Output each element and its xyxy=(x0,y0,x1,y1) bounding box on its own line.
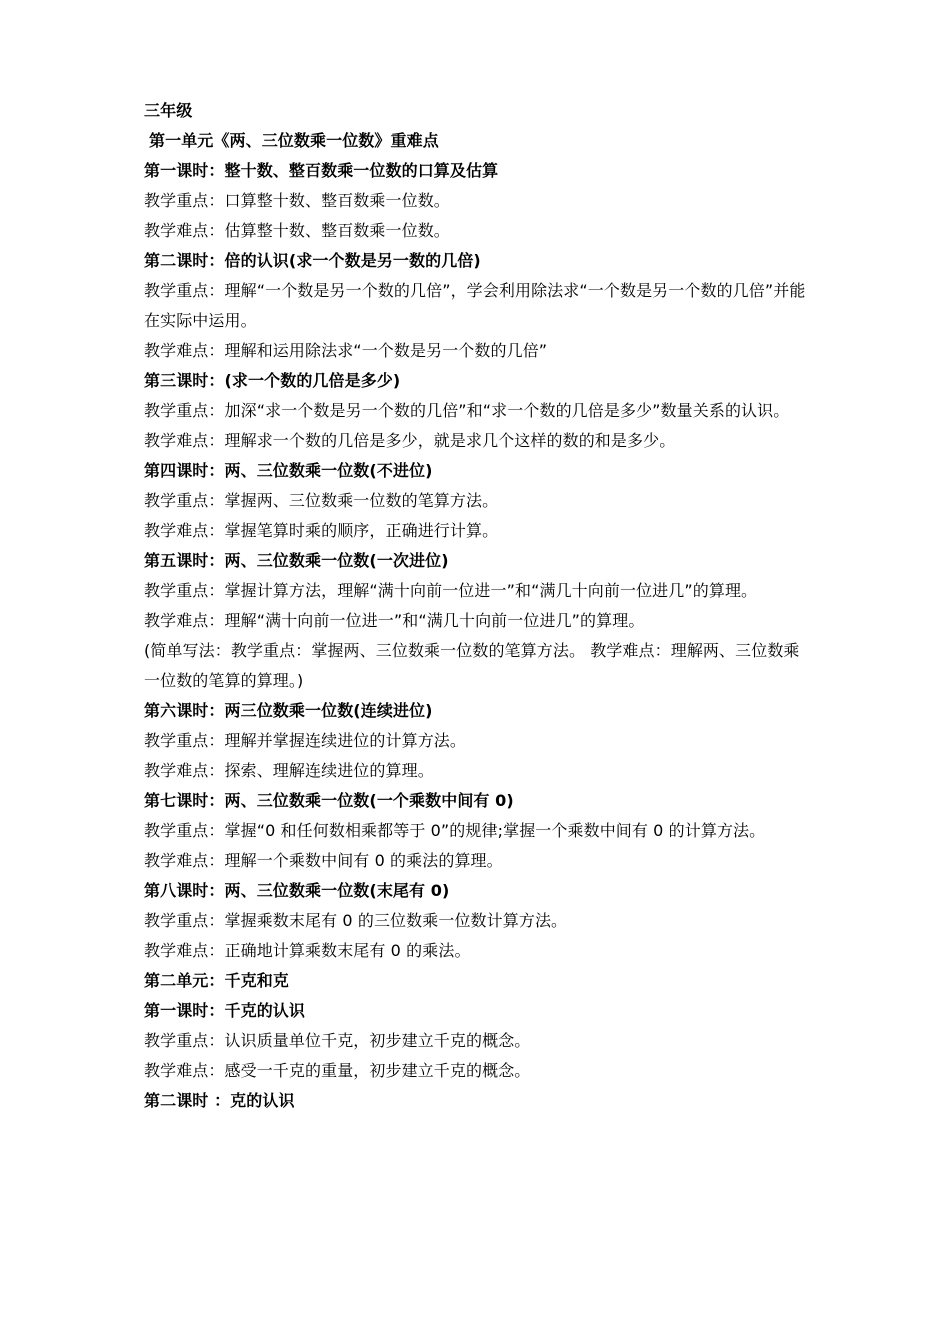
text-line: 教学重点：掌握两、三位数乘一位数的笔算方法。 xyxy=(144,491,499,510)
heading-line: 第五课时：两、三位数乘一位数(一次进位) xyxy=(144,551,449,570)
heading-line: 第七课时：两、三位数乘一位数(一个乘数中间有 0) xyxy=(144,791,514,810)
heading-line: 三年级 xyxy=(144,101,193,120)
heading-line: 第四课时：两、三位数乘一位数(不进位) xyxy=(144,461,433,480)
text-line: 教学难点：正确地计算乘数末尾有 0 的乘法。 xyxy=(144,941,471,960)
heading-line: 第六课时：两三位数乘一位数(连续进位) xyxy=(144,701,433,720)
text-line: 教学重点：认识质量单位千克，初步建立千克的概念。 xyxy=(144,1031,531,1050)
heading-line: 第八课时：两、三位数乘一位数(末尾有 0) xyxy=(144,881,450,900)
text-line: 教学难点：理解求一个数的几倍是多少，就是求几个这样的数的和是多少。 xyxy=(144,431,676,450)
heading-line: 第二单元：千克和克 xyxy=(144,971,289,990)
text-line: 教学难点：理解一个乘数中间有 0 的乘法的算理。 xyxy=(144,851,503,870)
text-line: 教学重点：口算整十数、整百数乘一位数。 xyxy=(144,191,450,210)
text-line: 教学难点：掌握笔算时乘的顺序，正确进行计算。 xyxy=(144,521,499,540)
document-page xyxy=(144,96,814,1116)
text-line: 教学重点：理解并掌握连续进位的计算方法。 xyxy=(144,731,467,750)
heading-line: 第二课时：倍的认识(求一个数是另一数的几倍) xyxy=(144,251,481,270)
text-line: 教学难点：估算整十数、整百数乘一位数。 xyxy=(144,221,450,240)
heading-line: 第一课时：千克的认识 xyxy=(144,1001,306,1020)
text-line: 教学重点：掌握“0 和任何数相乘都等于 0”的规律;掌握一个乘数中间有 0 的计算方法。 xyxy=(144,821,766,840)
text-line: (简单写法：教学重点：掌握两、三位数乘一位数的笔算方法。 教学难点：理解两、三位数乘一位数的笔算的算理。) xyxy=(144,641,800,690)
text-line: 教学难点：理解和运用除法求“一个数是另一个数的几倍” xyxy=(144,341,548,360)
heading-line: 第三课时：(求一个数的几倍是多少) xyxy=(144,371,401,390)
text-line: 教学难点：理解“满十向前一位进一”和“满几十向前一位进几”的算理。 xyxy=(144,611,645,630)
text-line: 教学重点：掌握乘数末尾有 0 的三位数乘一位数计算方法。 xyxy=(144,911,568,930)
heading-line: 第一单元《两、三位数乘一位数》重难点 xyxy=(149,131,439,150)
text-line: 教学重点：理解“一个数是另一个数的几倍”，学会利用除法求“一个数是另一个数的几倍”并能在实际中运用。 xyxy=(144,281,806,330)
heading-line: 第二课时 ：克的认识 xyxy=(144,1091,295,1110)
text-line: 教学重点：掌握计算方法，理解“满十向前一位进一”和“满几十向前一位进几”的算理。 xyxy=(144,581,758,600)
heading-line: 第一课时：整十数、整百数乘一位数的口算及估算 xyxy=(144,161,499,180)
text-line: 教学难点：探索、理解连续进位的算理。 xyxy=(144,761,434,780)
text-line: 教学重点：加深“求一个数是另一个数的几倍”和“求一个数的几倍是多少”数量关系的认识。 xyxy=(144,401,790,420)
text-line: 教学难点：感受一千克的重量，初步建立千克的概念。 xyxy=(144,1061,531,1080)
